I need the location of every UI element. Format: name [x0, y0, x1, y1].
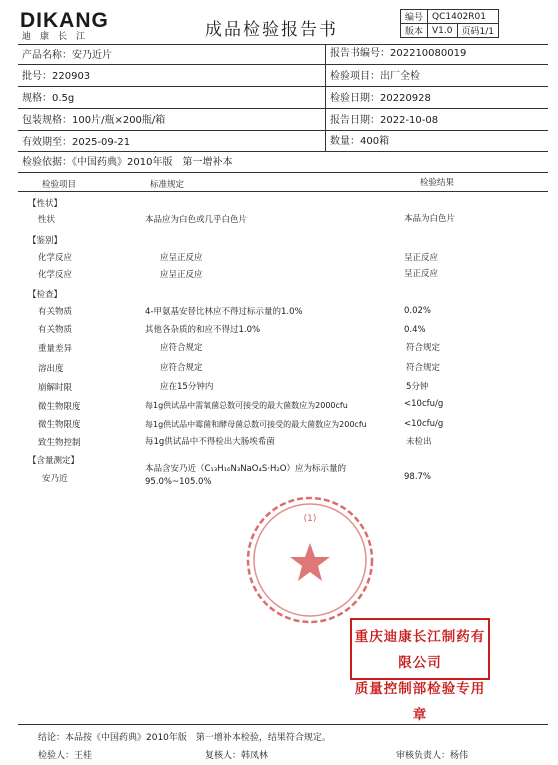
quantity: 数量：400箱: [330, 136, 390, 147]
report-number: 报告书编号：202210080019: [330, 48, 467, 59]
row-item: 化学反应: [38, 270, 73, 280]
logo-subtext: 迪康长江: [22, 32, 95, 42]
section-traits: 【性状】: [28, 199, 63, 209]
seal-text: (1): [303, 514, 317, 524]
divider: [18, 724, 548, 725]
divider: [18, 64, 548, 65]
divider: [18, 108, 548, 109]
batch-number: 批号：220903: [22, 71, 91, 82]
conclusion: 结论：本品按《中国药典》2010年版 第一增补本检验，结果符合规定。: [38, 733, 331, 743]
row-standard: 应在15分钟内: [160, 382, 214, 392]
inspector: 检验人：王桂: [38, 751, 93, 761]
row-item: 性状: [38, 215, 56, 225]
divider: [325, 44, 326, 151]
row-standard: 每1g供试品中不得检出大肠埃希菌: [145, 437, 275, 447]
expiry-date: 有效期至：2025-09-21: [22, 137, 131, 148]
seal-star-icon: [290, 543, 330, 581]
row-item: 有关物质: [38, 307, 73, 317]
row-standard: 4-甲氨基安替比林应不得过标示量的1.0%: [145, 307, 303, 317]
row-standard: 其他各杂质的和应不得过1.0%: [145, 325, 261, 335]
row-standard: 应呈正反应: [160, 253, 203, 263]
row-result: 未检出: [406, 437, 432, 447]
inspection-date: 检验日期：20220928: [330, 93, 431, 104]
section-identify: 【鉴别】: [28, 236, 63, 246]
row-result: <10cfu/g: [404, 419, 444, 429]
divider: [18, 44, 548, 45]
col-header-item: 检验项目: [42, 180, 77, 190]
row-result: 符合规定: [406, 343, 441, 353]
row-result: 0.02%: [404, 306, 432, 316]
meta-value: V1.0: [428, 24, 457, 38]
section-assay: 【含量测定】: [28, 456, 80, 466]
inspection-basis: 检验依据：《中国药典》2010年版 第一增补本: [22, 157, 233, 168]
section-check: 【检查】: [28, 290, 63, 300]
row-item: 致生物控制: [38, 438, 81, 448]
row-item: 溶出度: [38, 364, 64, 374]
divider: [18, 151, 548, 152]
divider: [18, 130, 548, 131]
meta-value: QC1402R01: [428, 10, 499, 24]
row-result: <10cfu/g: [404, 399, 444, 409]
row-result: 呈正反应: [404, 253, 439, 263]
stamp-line-2: 质量控制部检验专用章: [354, 681, 486, 723]
inspection-stamp: [350, 618, 490, 723]
row-item: 化学反应: [38, 253, 73, 263]
meta-label: 编号: [401, 10, 428, 24]
col-header-standard: 标准规定: [150, 180, 185, 190]
divider: [18, 86, 548, 87]
row-standard: 每1g供试品中需氧菌总数可接受的最大菌数应为2000cfu: [145, 401, 348, 410]
row-item: 崩解时限: [38, 383, 73, 393]
row-standard: 每1g供试品中霉菌和酵母菌总数可接受的最大菌数应为200cfu: [145, 420, 367, 429]
specification: 规格：0.5g: [22, 93, 75, 104]
row-standard: 本品含安乃近（C₁₃H₁₆N₃NaO₄S·H₂O）应为标示量的: [145, 464, 346, 474]
round-seal: [245, 495, 375, 625]
row-standard: 应符合规定: [160, 363, 203, 373]
row-standard: 本品应为白色或几乎白色片: [145, 215, 248, 225]
divider: [18, 172, 548, 173]
divider: [18, 191, 548, 192]
row-result: 0.4%: [404, 325, 426, 335]
packing-spec: 包装规格：100片/瓶×200瓶/箱: [22, 115, 166, 126]
row-item: 安乃近: [42, 474, 68, 484]
document-title: 成品检验报告书: [205, 20, 338, 40]
reviewer: 复核人：韩凤林: [205, 751, 269, 761]
row-standard: 应呈正反应: [160, 270, 203, 280]
doc-meta-table: [400, 9, 499, 38]
row-result: 本品为白色片: [404, 214, 456, 224]
company-logo: [20, 10, 120, 40]
row-item: 微生物限度: [38, 420, 81, 430]
meta-page: 页码1/1: [457, 24, 499, 38]
meta-label: 版本: [401, 24, 428, 38]
row-standard: 应符合规定: [160, 343, 203, 353]
logo-text: DIKANG: [20, 9, 109, 32]
row-result: 符合规定: [406, 363, 441, 373]
inspection-item: 检验项目：出厂全检: [330, 71, 420, 82]
row-standard-range: 95.0%~105.0%: [145, 477, 212, 487]
row-result: 5分钟: [406, 382, 429, 392]
stamp-line-1: 重庆迪康长江制药有限公司: [354, 629, 486, 671]
col-header-result: 检验结果: [420, 178, 455, 188]
row-item: 重量差异: [38, 344, 73, 354]
row-item: 微生物限度: [38, 402, 81, 412]
approver: 审核负责人：杨伟: [396, 751, 469, 761]
report-date: 报告日期：2022-10-08: [330, 115, 439, 126]
row-item: 有关物质: [38, 325, 73, 335]
row-result: 98.7%: [404, 472, 432, 482]
product-name: 产品名称：安乃近片: [22, 50, 112, 61]
row-result: 呈正反应: [404, 269, 439, 279]
